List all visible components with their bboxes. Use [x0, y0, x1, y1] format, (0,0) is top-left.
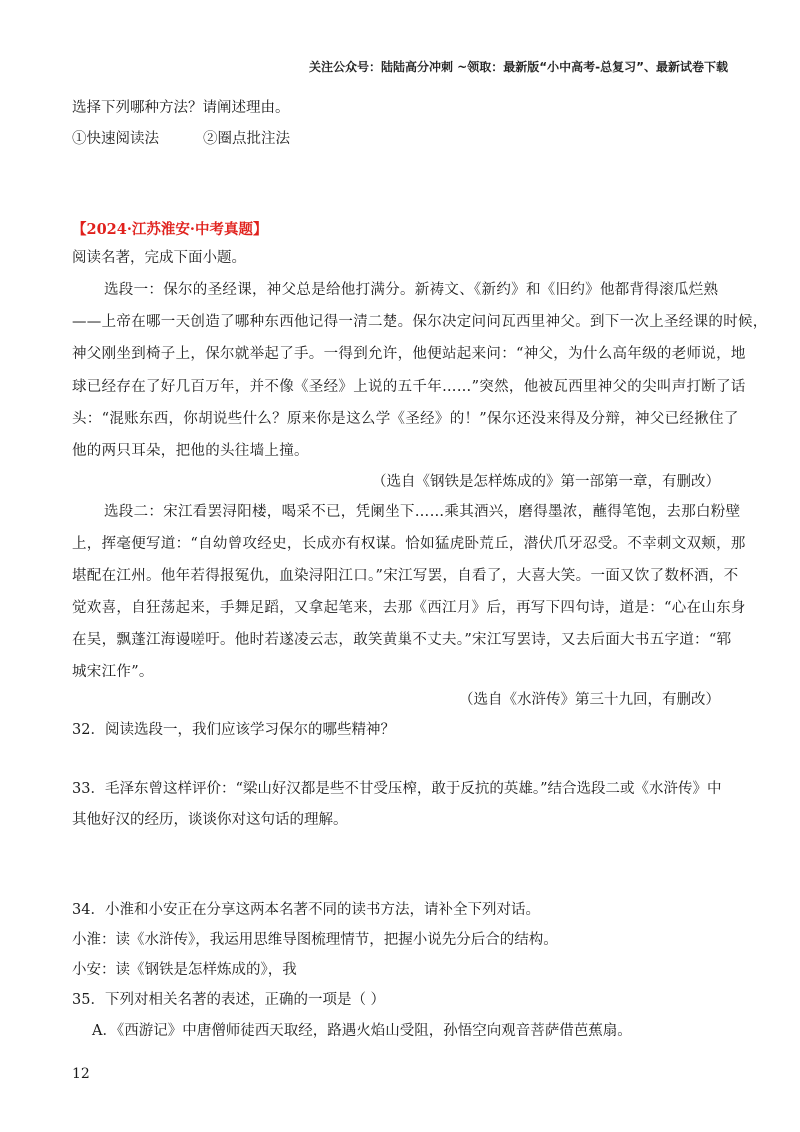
- question-34-line1: 34．小淮和小安正在分享这两本名著不同的读书方法，请补全下列对话。: [72, 902, 540, 918]
- question-34-line3: 小安：读《钢铁是怎样炼成的》，我: [72, 962, 297, 978]
- passage2-line: 在吴，飘蓬江海谩嗟吁。他时若遂凌云志，敢笑黄巢不丈夫。”宋江写罢诗，又去后面大书五字道：“郓: [72, 632, 732, 648]
- passage1-line: 球已经存在了好几百万年，并不像《圣经》上说的五千年……”突然，他被瓦西里神父的尖叫声打断了话: [72, 379, 746, 395]
- passage2-line: 选段二：宋江看罢浔阳楼，喝采不已，凭阑坐下……乘其酒兴，磨得墨浓，蘸得笔饱，去那白粉壁: [104, 504, 741, 520]
- page-header: 关注公众号：陆陆高分冲刺 ~领取：最新版“小中高考-总复习”、最新试卷下载: [309, 60, 728, 74]
- question-35-stem: 35．下列对相关名著的表述，正确的一项是（ ）: [72, 992, 386, 1008]
- question-35-option-a: A．《西游记》中唐僧师徒西天取经，路遇火焰山受阻，孙悟空向观音菩萨借芭蕉扇。: [92, 1023, 632, 1039]
- passage2-line: 觉欢喜，自狂荡起来，手舞足蹈，又拿起笔来，去那《西江月》后，再写下四句诗，道是：“心在山东身: [72, 600, 746, 616]
- question-tail: 选择下列哪种方法？请阐述理由。: [72, 100, 290, 116]
- page-number: 12: [72, 1066, 90, 1082]
- exam-tag: 【2024·江苏淮安·中考真题】: [72, 221, 268, 238]
- passage2-line: 城宋江作”。: [72, 664, 154, 680]
- question-32: 32．阅读选段一，我们应该学习保尔的哪些精神？: [72, 722, 395, 738]
- passage1-line: 头：“混账东西，你胡说些什么？原来你是这么学《圣经》的！”保尔还没来得及分辩，神父已经揪住了: [72, 411, 739, 427]
- passage2-line: 堪配在江州。他年若得报冤仇，血染浔阳江口。”宋江写罢，自看了，大喜大笑。一面又饮了数杯酒，不: [72, 568, 739, 584]
- passage1-source: （选自《钢铁是怎样炼成的》第一部第一章，有删改）: [372, 474, 720, 490]
- passage2-source: （选自《水浒传》第三十九回，有删改）: [459, 692, 720, 708]
- question-34-line2: 小淮：读《水浒传》，我运用思维导图梳理情节，把握小说先分后合的结构。: [72, 932, 558, 948]
- question-33-line1: 33．毛泽东曾这样评价：“梁山好汉都是些不甘受压榨，敢于反抗的英雄。”结合选段二或《水浒传》中: [72, 781, 722, 797]
- passage1-line: 神父刚坐到椅子上，保尔就举起了手。一得到允许，他便站起来问：“神父，为什么高年级的老师说，地: [72, 346, 746, 362]
- passage2-line: 上，挥毫便写道：“自幼曾攻经史，长成亦有权谋。恰如猛虎卧荒丘，潜伏爪牙忍受。不幸刺文双颊，那: [72, 536, 746, 552]
- passage1-line: 他的两只耳朵，把他的头往墙上撞。: [72, 443, 309, 459]
- option-1: ①快速阅读法: [72, 131, 159, 147]
- passage1-line: ——上帝在哪一天创造了哪种东西他记得一清二楚。保尔决定问问瓦西里神父。到下一次上圣经课的时候，: [72, 314, 768, 330]
- options-row: [72, 127, 290, 148]
- option-2: ②圈点批注法: [203, 131, 290, 147]
- question-33-line2: 其他好汉的经历，谈谈你对这句话的理解。: [72, 812, 348, 828]
- passage1-line: 选段一：保尔的圣经课，神父总是给他打满分。新祷文、《新约》和《旧约》他都背得滚瓜烂熟: [104, 282, 719, 298]
- instruction: 阅读名著，完成下面小题。: [72, 250, 246, 266]
